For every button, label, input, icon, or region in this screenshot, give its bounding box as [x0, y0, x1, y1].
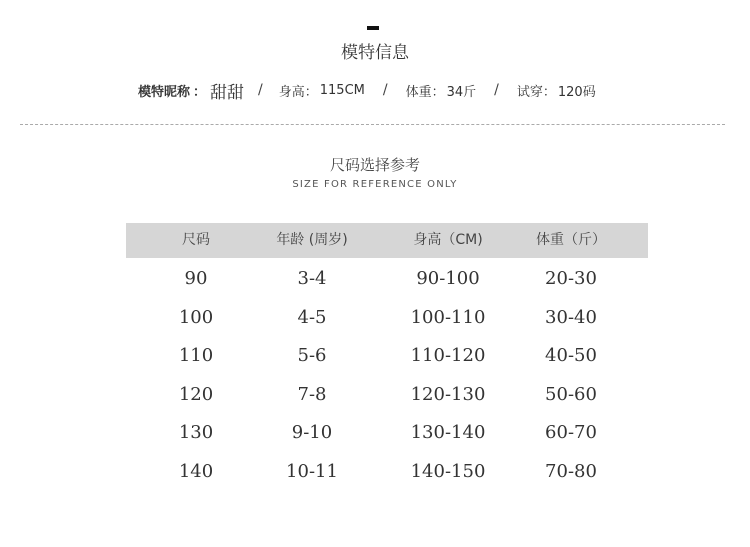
cell-weight: 70-80 — [545, 460, 597, 482]
cell-size: 140 — [178, 460, 214, 482]
height-label: 身高： — [278, 84, 318, 100]
height-value: 115CM — [319, 82, 365, 98]
cell-weight: 30-40 — [545, 306, 597, 328]
cell-age: 4-5 — [297, 306, 327, 328]
cell-height: 90-100 — [416, 268, 480, 289]
nickname-label: 模特昵称 — [138, 84, 191, 100]
nickname-colon: ： — [193, 84, 207, 100]
cell-age: 9-10 — [291, 422, 333, 443]
separator: / — [382, 82, 388, 98]
cell-age: 10-11 — [286, 460, 338, 482]
cell-weight: 20-30 — [545, 268, 597, 289]
table-row — [126, 412, 648, 451]
table-row — [126, 451, 648, 490]
cell-size: 130 — [178, 422, 214, 443]
weight-label: 体重： — [405, 84, 445, 100]
cell-weight: 40-50 — [545, 345, 597, 366]
tryon-value: 120码 — [557, 84, 596, 100]
header-size: 尺码 — [182, 232, 210, 248]
header-age: 年龄 (周岁) — [276, 232, 348, 248]
cell-height: 120-130 — [410, 383, 486, 405]
table-row — [126, 374, 648, 413]
dashed-divider — [20, 124, 725, 125]
header-weight: 体重（斤） — [536, 232, 606, 248]
weight-value: 34斤 — [446, 84, 477, 100]
size-reference-title: 尺码选择参考 — [329, 156, 420, 174]
cell-weight: 60-70 — [545, 422, 597, 443]
cell-size: 120 — [178, 383, 214, 405]
model-info-line — [138, 78, 596, 102]
cell-age: 3-4 — [297, 268, 327, 289]
cell-weight: 50-60 — [545, 383, 597, 405]
table-row — [126, 258, 648, 297]
cell-height: 140-150 — [410, 460, 486, 482]
size-reference-subtitle: SIZE FOR REFERENCE ONLY — [292, 179, 458, 190]
cell-size: 90 — [184, 268, 208, 289]
model-info-title: 模特信息 — [341, 43, 409, 63]
cell-height: 100-110 — [410, 306, 486, 328]
cell-size: 100 — [178, 306, 214, 328]
nickname-value: 甜甜 — [210, 82, 245, 103]
size-table — [126, 223, 648, 489]
cell-age: 5-6 — [297, 345, 327, 366]
separator: / — [258, 82, 263, 98]
cell-height: 130-140 — [410, 422, 486, 443]
table-row — [126, 297, 648, 336]
top-accent-bar — [367, 26, 379, 30]
table-header — [126, 223, 648, 258]
cell-age: 7-8 — [297, 383, 327, 405]
cell-height: 110-120 — [410, 345, 486, 366]
table-row — [126, 335, 648, 374]
tryon-label: 试穿： — [516, 84, 556, 100]
cell-size: 110 — [178, 345, 214, 366]
separator: / — [494, 82, 499, 98]
header-height: 身高（CM) — [413, 232, 483, 248]
